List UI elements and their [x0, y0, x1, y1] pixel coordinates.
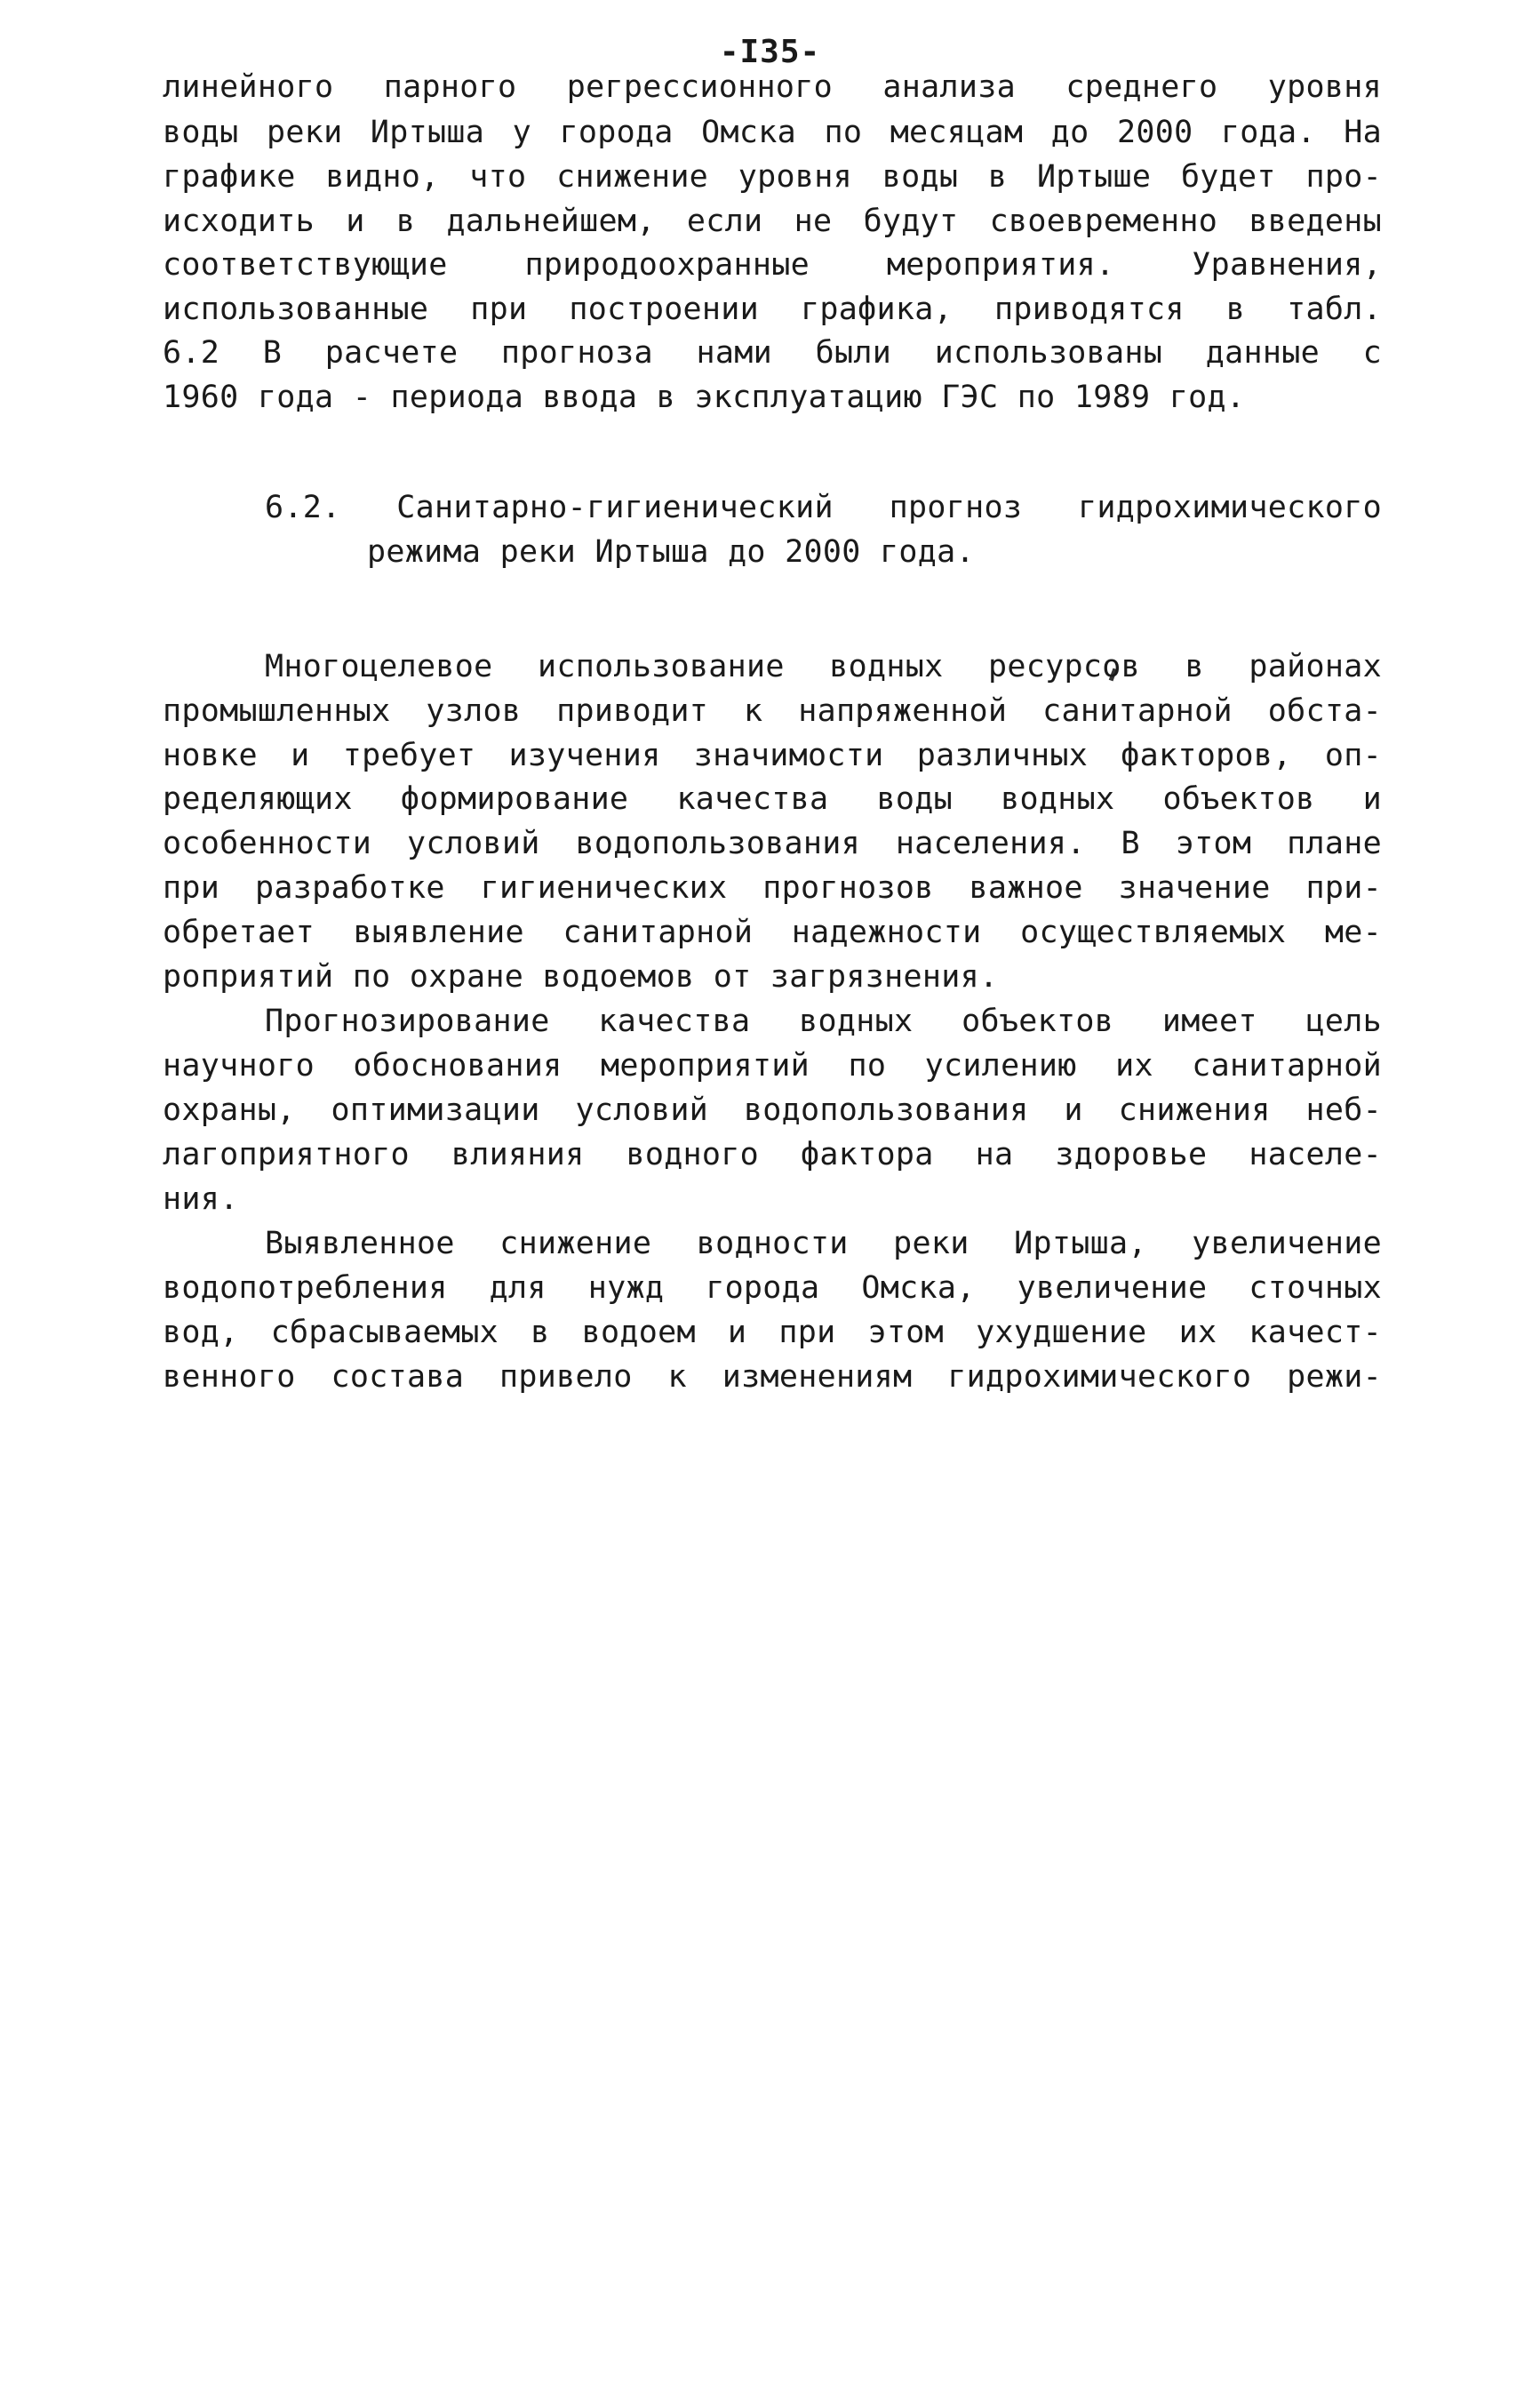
text-line: 1960 года - периода ввода в эксплуатацию ГЭС по 1989 год.: [163, 380, 1246, 415]
text-line: Многоцелевое использование водных ресурсов в районах: [265, 649, 1382, 684]
text-line: охраны, оптимизации условий водопользования и снижения неб-: [163, 1092, 1382, 1128]
text-line: при разработке гигиенических прогнозов важное значение при-: [163, 870, 1382, 906]
text-line: Выявленное снижение водности реки Иртыша, увеличение: [265, 1226, 1382, 1261]
section-heading-line: режима реки Иртыша до 2000 года.: [367, 534, 975, 570]
text-line: венного состава привело к изменениям гидрохимического режи-: [163, 1359, 1382, 1395]
text-line: ния.: [163, 1181, 239, 1217]
text-line: водопотребления для нужд города Омска, увеличение сточных: [163, 1270, 1382, 1306]
text-line: исходить и в дальнейшем, если не будут своевременно введены: [163, 204, 1382, 239]
section-heading-line: 6.2. Санитарно-гигиенический прогноз гидрохимического: [265, 490, 1382, 525]
text-line: новке и требует изучения значимости различных факторов, оп-: [163, 738, 1382, 773]
text-line: Прогнозирование качества водных объектов имеет цель: [265, 1004, 1382, 1039]
text-line: использованные при построении графика, приводятся в табл.: [163, 292, 1382, 327]
text-line: особенности условий водопользования населения. В этом плане: [163, 826, 1382, 861]
text-line: промышленных узлов приводит к напряженной санитарной обста-: [163, 693, 1382, 729]
text-line: роприятий по охране водоемов от загрязнения.: [163, 959, 999, 995]
text-line: 6.2 В расчете прогноза нами были использованы данные с: [163, 335, 1382, 371]
text-line: лагоприятного влияния водного фактора на здоровье населе-: [163, 1137, 1382, 1172]
text-line: обретает выявление санитарной надежности осуществляемых ме-: [163, 915, 1382, 950]
text-line: ределяющих формирование качества воды водных объектов и: [163, 781, 1382, 817]
text-line: научного обоснования мероприятий по усилению их санитарной: [163, 1048, 1382, 1084]
text-line: вод, сбрасываемых в водоем и при этом ухудшение их качест-: [163, 1315, 1382, 1350]
text-line: соответствующие природоохранные мероприятия. Уравнения,: [163, 247, 1382, 283]
text-line: воды реки Иртыша у города Омска по месяцам до 2000 года. На: [163, 115, 1382, 150]
page-number: -I35-: [719, 34, 821, 70]
text-line: линейного парного регрессионного анализа среднего уровня: [163, 69, 1382, 105]
text-line: графике видно, что снижение уровня воды в Иртыше будет про-: [163, 159, 1382, 195]
